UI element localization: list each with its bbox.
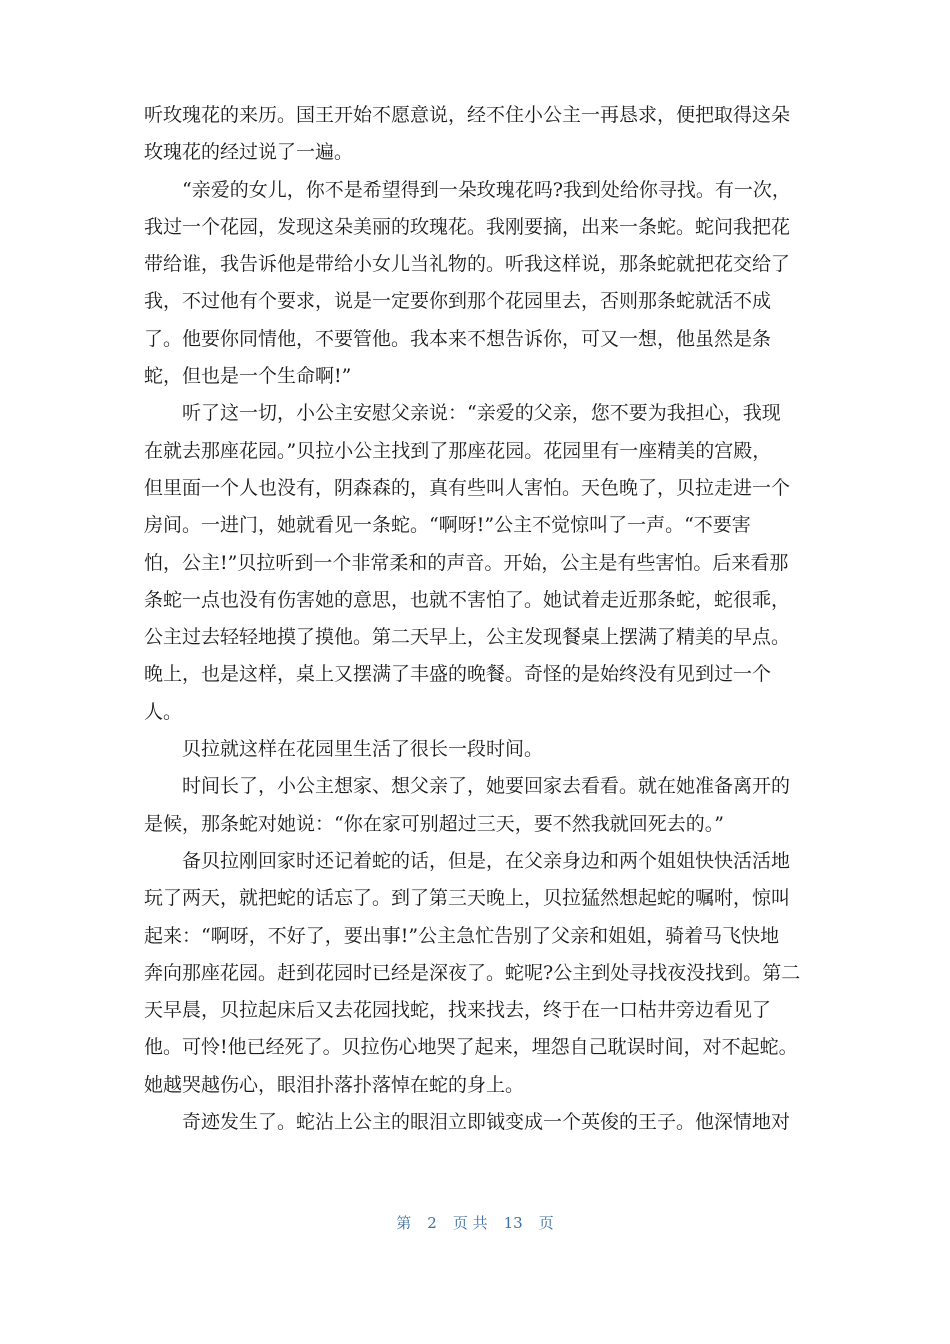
- footer-suffix: 页: [538, 1214, 554, 1232]
- text-line: 了。他要你同情他，不要管他。我本来不想告诉你，可又一想，他虽然是条: [144, 327, 772, 350]
- text-line: 条蛇一点也没有伤害她的意思，也就不害怕了。她试着走近那条蛇，蛇很乖，: [144, 588, 791, 611]
- text-line: 贝拉就这样在花园里生活了很长一段时间。: [182, 738, 544, 761]
- text-line: 在就去那座花园。”贝拉小公主找到了那座花园。花园里有一座精美的宫殿，: [144, 439, 772, 462]
- text-line: 房间。一进门，她就看见一条蛇。“啊呀!”公主不觉惊叫了一声。“不要害: [144, 514, 751, 537]
- text-line: 备贝拉刚回家时还记着蛇的话，但是，在父亲身边和两个姐姐快快活活地: [182, 849, 791, 872]
- text-line: 她越哭越伤心，眼泪扑落扑落悼在蛇的身上。: [144, 1073, 525, 1096]
- footer-middle: 页 共: [452, 1214, 488, 1232]
- text-line: 奇迹发生了。蛇沾上公主的眼泪立即钺变成一个英俊的王子。他深情地对: [182, 1111, 791, 1134]
- text-line: 他。可怜!他已经死了。贝拉伤心地哭了起来，埋怨自己耽误时间，对不起蛇。: [144, 1036, 798, 1059]
- text-line: 奔向那座花园。赶到花园时已经是深夜了。蛇呢?公主到处寻找夜没找到。第二: [144, 961, 801, 984]
- text-line: 时间长了，小公主想家、想父亲了，她要回家去看看。就在她准备离开的: [182, 775, 791, 798]
- footer-page-number: 2: [427, 1214, 437, 1232]
- document-body: [144, 97, 808, 1141]
- text-line: 玫瑰花的经过说了一遍。: [144, 141, 354, 164]
- text-line: 起来：“啊呀，不好了，要出事!”公主急忙告别了父亲和姐姐，骑着马飞快地: [144, 924, 780, 947]
- text-line: 公主过去轻轻地摸了摸他。第二天早上，公主发现餐桌上摆满了精美的早点。: [144, 626, 791, 649]
- text-line: 天早晨，贝拉起床后又去花园找蛇，找来找去，终于在一口枯井旁边看见了: [144, 999, 772, 1022]
- text-line: 蛇，但也是一个生命啊!”: [144, 365, 352, 388]
- page-footer: [0, 1212, 950, 1233]
- footer-prefix: 第: [396, 1214, 412, 1232]
- text-line: 怕，公主!”贝拉听到一个非常柔和的声音。开始，公主是有些害怕。后来看那: [144, 551, 789, 574]
- text-line: 晚上，也是这样，桌上又摆满了丰盛的晚餐。奇怪的是始终没有见到过一个: [144, 663, 772, 686]
- text-line: 听玫瑰花的来历。国王开始不愿意说，经不住小公主一再恳求，便把取得这朵: [144, 104, 791, 126]
- text-line: 听了这一切，小公主安慰父亲说：“亲爱的父亲，您不要为我担心，我现: [182, 402, 781, 425]
- text-line: 但里面一个人也没有，阴森森的，真有些叫人害怕。天色晚了，贝拉走进一个: [144, 476, 791, 499]
- text-line: 带给谁，我告诉他是带给小女儿当礼物的。听我这样说，那条蛇就把花交给了: [144, 253, 791, 276]
- text-line: “亲爱的女儿，你不是希望得到一朵玫瑰花吗?我到处给你寻找。有一次，: [182, 178, 791, 201]
- text-line: 是候，那条蛇对她说：“你在家可别超过三天，要不然我就回死去的。”: [144, 812, 724, 835]
- text-line: 我，不过他有个要求，说是一定要你到那个花园里去，否则那条蛇就活不成: [144, 290, 772, 313]
- footer-total-pages: 13: [503, 1214, 523, 1232]
- text-line: 我过一个花园，发现这朵美丽的玫瑰花。我刚要摘，出来一条蛇。蛇问我把花: [144, 215, 791, 238]
- text-line: 玩了两天，就把蛇的话忘了。到了第三天晚上，贝拉猛然想起蛇的嘱咐，惊叫: [144, 887, 791, 910]
- text-line: 人。: [144, 700, 183, 723]
